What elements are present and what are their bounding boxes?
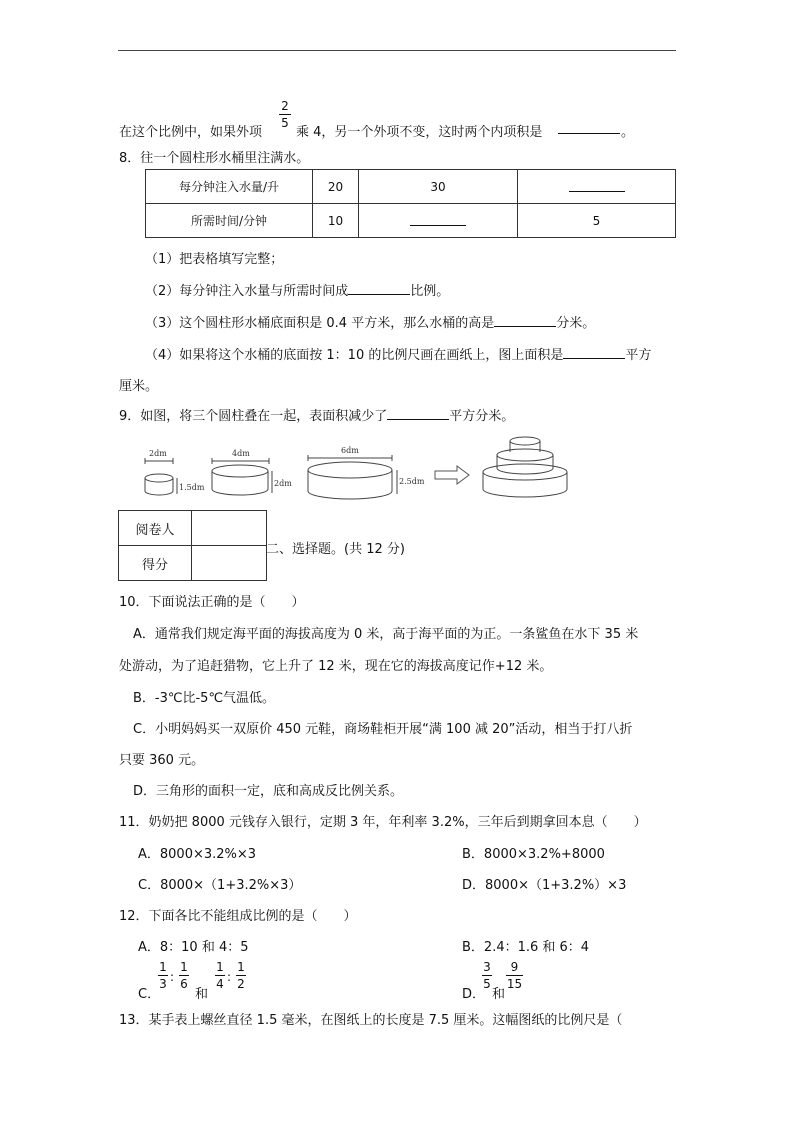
score-field[interactable] — [192, 546, 267, 581]
q8-sub2-pre: （2）每分钟注入水量与所需时间成 — [145, 284, 349, 299]
cylinder-medium — [212, 458, 272, 495]
q10-option-a-cont: 处游动，为了追赶猎物，它上升了 12 米，现在它的海拔高度记作+12 米。 — [119, 659, 553, 674]
q8-sub3-blank[interactable] — [494, 314, 556, 327]
q10-option-b[interactable]: B．-3℃比-5℃气温低。 — [133, 691, 276, 706]
c1-diameter-label: 2dm — [149, 449, 167, 458]
q9-stem — [119, 405, 514, 424]
fraction: 9 15 — [506, 960, 523, 991]
ratio-colon: : — [170, 970, 175, 984]
q8-sub4 — [145, 344, 651, 363]
fraction: 1 2 — [237, 960, 245, 991]
q12-option-c-label: C． — [138, 987, 161, 1002]
table-row — [119, 511, 267, 546]
score-label: 得分 — [119, 546, 192, 581]
q11-option-d[interactable]: D．8000×（1+3.2%）×3 — [462, 878, 627, 893]
q10-option-a[interactable]: A．通常我们规定海平面的海拔高度为 0 米，高于海平面的为正。一条鲨鱼在水下 35 米 — [133, 627, 639, 642]
reviewer-label: 阅卷人 — [119, 511, 192, 546]
q8-table — [145, 169, 676, 238]
reviewer-field[interactable] — [192, 511, 267, 546]
table-cell: 10 — [313, 204, 359, 238]
q10-option-c[interactable]: C．小明妈妈买一双原价 450 元鞋，商场鞋柜开展“满 100 减 20”活动，相当于打八折 — [133, 722, 633, 737]
answer-blank[interactable] — [410, 213, 466, 226]
q8-sub4-blank[interactable] — [563, 346, 625, 359]
q8-sub1: （1）把表格填写完整； — [145, 252, 284, 267]
c3-diameter-label: 6dm — [341, 446, 359, 455]
q8-sub3-post: 分米。 — [556, 316, 596, 331]
cylinder-large — [308, 455, 397, 499]
table-cell: 每分钟注入水量/升 — [146, 170, 313, 204]
q11-option-c[interactable]: C．8000×（1+3.2%×3） — [138, 878, 302, 893]
q7-frac-den: 5 — [281, 116, 289, 130]
table-cell-blank[interactable] — [518, 170, 676, 204]
q7-answer-blank[interactable] — [558, 121, 620, 134]
arrow-right-icon — [435, 466, 469, 484]
ratio-colon: : — [227, 970, 232, 984]
q11-stem: 11．奶奶把 8000 元钱存入银行，定期 3 年，年利率 3.2%，三年后到期拿回本息（ ） — [119, 815, 647, 830]
q8-sub3-pre: （3）这个圆柱形水桶底面积是 0.4 平方米，那么水桶的高是 — [145, 316, 495, 331]
q8-sub2-post: 比例。 — [410, 284, 450, 299]
table-row — [146, 204, 676, 238]
q8-sub3 — [145, 312, 595, 331]
q8-sub4-line2: 厘米。 — [119, 379, 159, 394]
q7-post-text: 乘 4，另一个外项不变，这时两个内项积是 — [296, 125, 543, 140]
header-rule — [118, 50, 676, 51]
q7-pre-text: 在这个比例中，如果外项 — [119, 125, 263, 140]
c2-height-label: 2dm — [274, 479, 292, 488]
fraction: 1 3 — [159, 960, 167, 991]
q9-cylinder-figure — [135, 428, 575, 503]
q10-option-d[interactable]: D．三角形的面积一定，底和高成反比例关系。 — [133, 784, 404, 799]
q9-pre: 9．如图，将三个圆柱叠在一起，表面积减少了 — [119, 409, 388, 424]
table-row — [146, 170, 676, 204]
table-cell: 30 — [359, 170, 518, 204]
q12-option-a[interactable]: A．8：10 和 4：5 — [138, 940, 249, 955]
q8-title: 8．往一个圆柱形水桶里注满水。 — [119, 151, 310, 166]
table-cell: 5 — [518, 204, 676, 238]
q7-frac-num: 2 — [281, 99, 289, 113]
answer-blank[interactable] — [569, 179, 625, 192]
q10-option-c-cont: 只要 360 元。 — [119, 753, 205, 768]
table-cell: 所需时间/分钟 — [146, 204, 313, 238]
q11-option-b[interactable]: B．8000×3.2%+8000 — [462, 847, 605, 862]
q10-stem: 10．下面说法正确的是（ ） — [119, 595, 305, 610]
q7-fraction — [279, 99, 291, 130]
c1-height-label: 1.5dm — [179, 483, 205, 492]
table-row — [119, 546, 267, 581]
q8-sub4-post: 平方 — [625, 348, 652, 363]
q11-option-a[interactable]: A．8000×3.2%×3 — [138, 847, 257, 862]
c2-diameter-label: 4dm — [232, 449, 250, 458]
grader-box — [118, 510, 267, 581]
and-text: 和 — [492, 987, 506, 1002]
q12-option-b[interactable]: B．2.4：1.6 和 6：4 — [462, 940, 590, 955]
frac-bar — [279, 114, 291, 115]
q7-end: 。 — [621, 125, 635, 140]
q8-sub2 — [145, 280, 449, 299]
q13-stem: 13．某手表上螺丝直径 1.5 毫米，在图纸上的长度是 7.5 厘米。这幅图纸的比例尺是（ — [119, 1013, 623, 1028]
fraction: 1 4 — [216, 960, 224, 991]
q9-post: 平方分米。 — [449, 409, 515, 424]
stacked-cylinders — [483, 437, 567, 497]
fraction: 1 6 — [180, 960, 188, 991]
q8-sub2-blank[interactable] — [348, 282, 410, 295]
c3-height-label: 2.5dm — [399, 477, 425, 486]
fraction: 3 5 — [483, 960, 491, 991]
table-cell: 20 — [313, 170, 359, 204]
section-heading: 二、选择题。(共 12 分) — [266, 542, 405, 557]
cylinder-small — [145, 458, 177, 495]
q12-stem: 12．下面各比不能组成比例的是（ ） — [119, 909, 357, 924]
q9-blank[interactable] — [387, 407, 449, 420]
and-text: 和 — [195, 987, 209, 1002]
q12-option-d-label: D． — [462, 987, 486, 1002]
q8-sub4-pre: （4）如果将这个水桶的底面按 1：10 的比例尺画在画纸上，图上面积是 — [145, 348, 564, 363]
table-cell-blank[interactable] — [359, 204, 518, 238]
